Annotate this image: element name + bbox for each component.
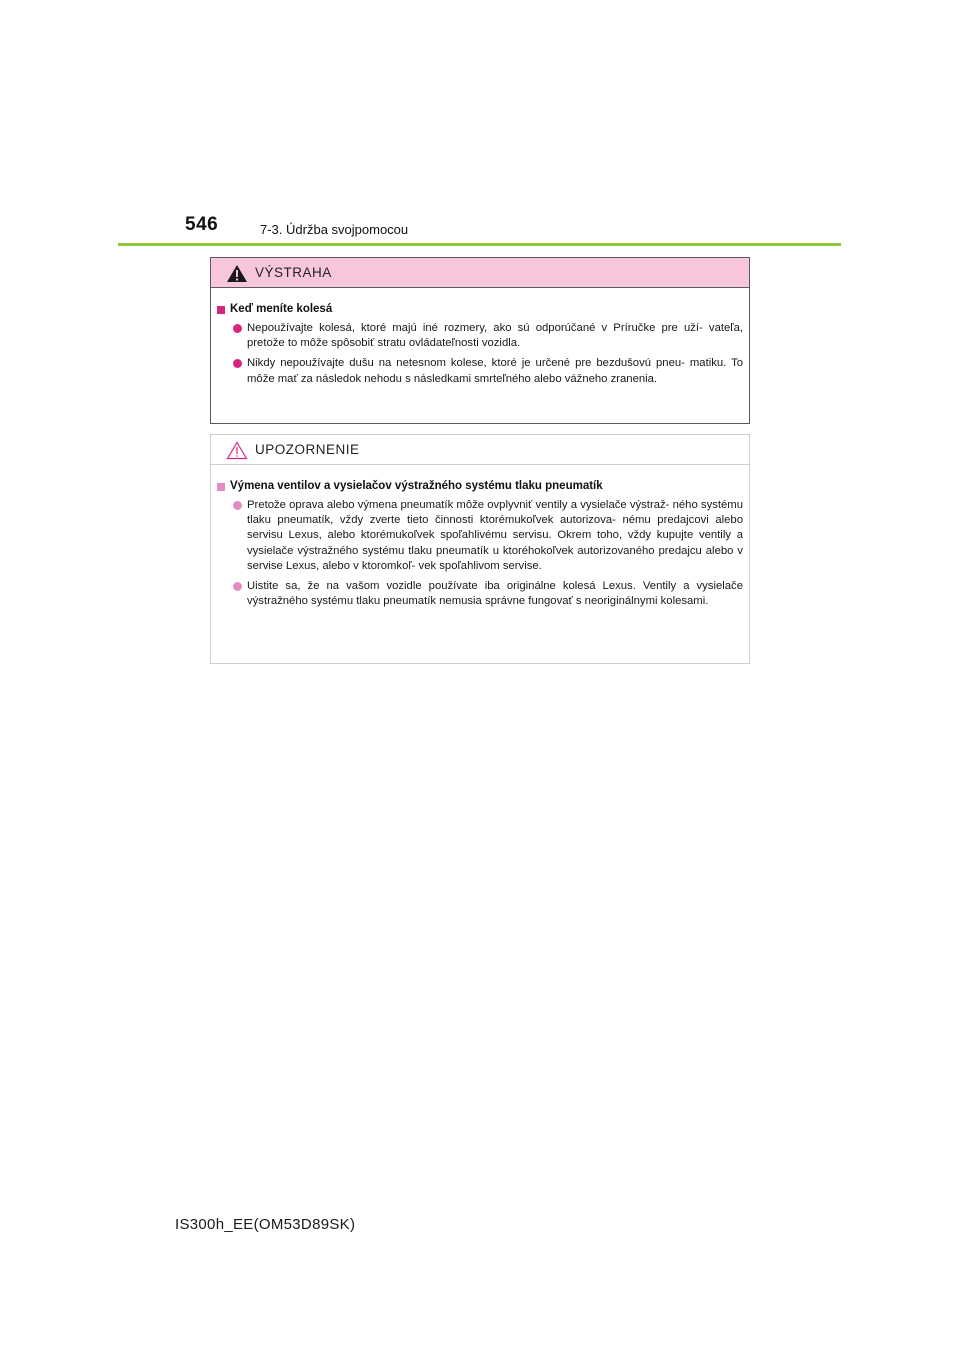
warning-heading bbox=[217, 302, 743, 317]
square-bullet-icon bbox=[217, 306, 225, 314]
notice-heading bbox=[217, 479, 743, 494]
warning-box-body bbox=[211, 288, 749, 387]
warning-box bbox=[210, 257, 750, 424]
notice-box bbox=[210, 434, 750, 664]
list-item-text: Pretože oprava alebo výmena pneumatík môže ovplyvniť ventily a vysielače výstraž- ného systému tlaku pneumatík, vždy zverte tieto činnosti ktorémukoľvek autorizova- nému predajcovi alebo servisu Lexus, alebo ktorémukoľvek spoľahlivému servisu. Okrem toho, vždy kupujte ventily a vysielače výstražného systému tlaku pneumatík u ktoréhokoľvek autorizovaného predajcu alebo v servise Lexus, alebo v ktoromkoľ- vek spoľahlivom servise. bbox=[247, 499, 743, 572]
page-header bbox=[0, 0, 960, 250]
caution-triangle-icon bbox=[226, 441, 248, 460]
list-item-text: Uistite sa, že na vašom vozidle používate iba originálne kolesá Lexus. Ventily a vysielače výstražného systému tlaku pneumatík nemusia správne fungovať s neoriginálnymi kolesami. bbox=[247, 580, 743, 608]
notice-heading-text: Výmena ventilov a vysielačov výstražného systému tlaku pneumatík bbox=[230, 480, 603, 492]
square-bullet-icon bbox=[217, 483, 225, 491]
document-code: IS300h_EE(OM53D89SK) bbox=[175, 1216, 356, 1233]
notice-box-body bbox=[211, 465, 749, 609]
round-bullet-icon bbox=[233, 501, 242, 510]
list-item-text: Nikdy nepoužívajte dušu na netesnom kolese, ktoré je určené pre bezdušovú pneu- matiku. To môže mať za následok nehodu s následkami smrteľného alebo vážneho zranenia. bbox=[247, 357, 743, 385]
list-item bbox=[227, 579, 743, 609]
round-bullet-icon bbox=[233, 359, 242, 368]
round-bullet-icon bbox=[233, 324, 242, 333]
list-item bbox=[227, 356, 743, 386]
warning-triangle-icon bbox=[226, 264, 248, 283]
warning-box-header bbox=[211, 258, 749, 288]
list-item bbox=[227, 498, 743, 574]
page-number: 546 bbox=[185, 214, 219, 235]
header-rule bbox=[118, 243, 841, 246]
section-title: 7-3. Údržba svojpomocou bbox=[260, 222, 409, 237]
round-bullet-icon bbox=[233, 582, 242, 591]
list-item-text: Nepoužívajte kolesá, ktoré majú iné rozmery, ako sú odporúčané v Príručke pre uží- vateľa, pretože to môže spôsobiť stratu ovládateľnosti vozidla. bbox=[247, 322, 743, 350]
warning-heading-text: Keď meníte kolesá bbox=[230, 303, 333, 315]
list-item bbox=[227, 321, 743, 351]
notice-box-header bbox=[211, 435, 749, 465]
warning-box-title: VÝSTRAHA bbox=[255, 265, 332, 280]
notice-box-title: UPOZORNENIE bbox=[255, 442, 360, 457]
